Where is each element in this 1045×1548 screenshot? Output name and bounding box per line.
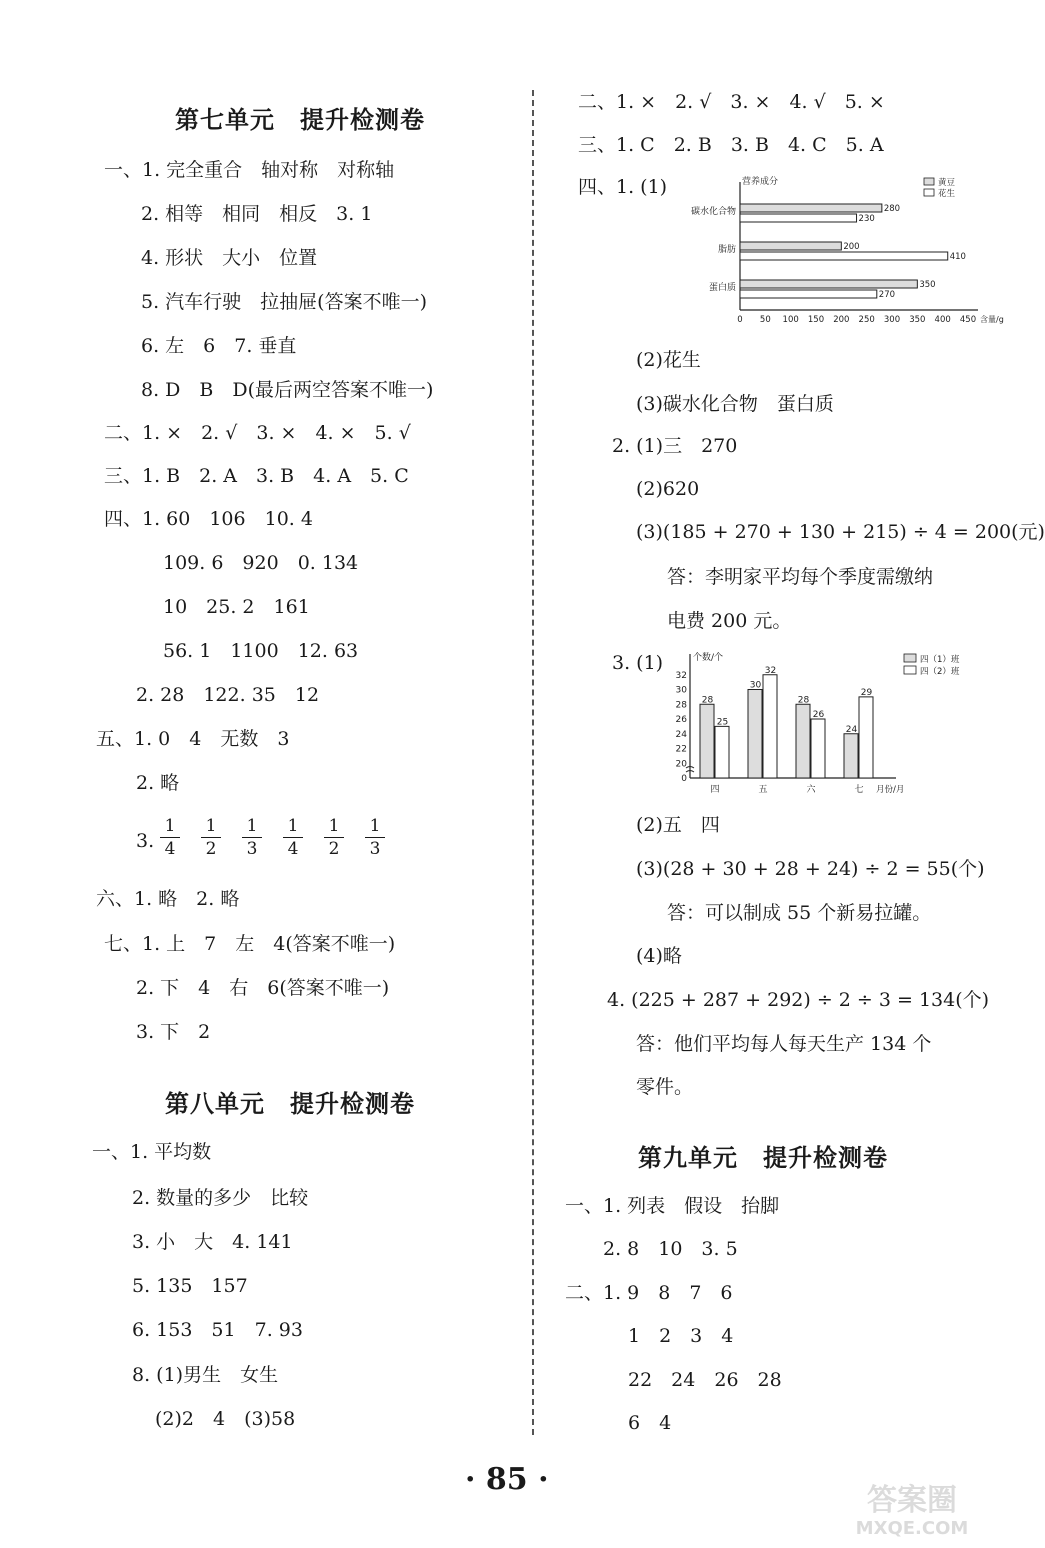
fraction-numerator: 1	[201, 818, 221, 838]
y-tick-label: 28	[675, 700, 687, 711]
fraction-denominator: 4	[164, 839, 176, 859]
bar	[740, 204, 882, 212]
answer-line: 二、1. × 2. √ 3. × 4. √ 5. ×	[578, 91, 885, 113]
y-tick-label: 32	[675, 670, 687, 681]
legend-label: 四（2）班	[920, 667, 960, 677]
answer-line: 109. 6 920 0. 134	[163, 552, 359, 574]
fraction-numerator: 1	[242, 818, 262, 838]
fraction-denominator: 3	[369, 839, 381, 859]
answer-line: 2. 相等 相同 相反 3. 1	[141, 203, 373, 225]
answer-line: 答：他们平均每人每天生产 134 个	[636, 1033, 932, 1055]
bar	[763, 675, 777, 778]
answer-line: 2. 8 10 3. 5	[603, 1238, 738, 1260]
x-tick-label: 50	[759, 315, 771, 325]
data-label: 410	[949, 252, 966, 262]
answer-line: 3. 下 2	[136, 1021, 211, 1043]
answer-line: 56. 1 1100 12. 63	[163, 640, 359, 662]
answer-line: (2)2 4 (3)58	[155, 1408, 296, 1430]
answer-line: (3)(28 + 30 + 28 + 24) ÷ 2 = 55(个)	[636, 858, 985, 880]
watermark-logo	[832, 1478, 992, 1540]
x-tick-label: 300	[883, 315, 901, 325]
y-axis-label: 营养成分	[742, 177, 779, 187]
x-tick-label: 200	[833, 315, 850, 325]
answer-line: 8. D B D(最后两空答案不唯一)	[141, 379, 434, 401]
legend-label: 四（1）班	[920, 655, 960, 665]
answer-line: 2. (1)三 270	[612, 435, 738, 457]
fraction-numerator: 1	[160, 818, 180, 838]
data-label: 32	[764, 665, 777, 676]
answer-line: (3)(185 + 270 + 130 + 215) ÷ 4 = 200(元)	[636, 521, 1045, 543]
x-axis-label: 月份/月	[876, 785, 905, 795]
data-label: 28	[701, 695, 714, 706]
data-label: 270	[878, 290, 896, 300]
fraction-denominator: 2	[328, 839, 340, 859]
category-label: 碳水化合物	[690, 207, 736, 217]
answer-line: 六、1. 略 2. 略	[96, 888, 240, 910]
data-label: 28	[797, 695, 810, 706]
answer-line: (2)620	[636, 478, 700, 500]
unit8-title: 第八单元 提升检测卷	[165, 1090, 415, 1118]
cans-bar-chart	[668, 646, 990, 798]
bar	[715, 726, 729, 778]
y-tick-label: 22	[675, 744, 687, 755]
fraction	[160, 818, 180, 858]
answer-line: 6. 153 51 7. 93	[132, 1319, 303, 1341]
answer-line: 10 25. 2 161	[163, 596, 310, 618]
answer-line: 5. 135 157	[132, 1275, 248, 1297]
data-label: 26	[812, 710, 825, 720]
answer-line: 3. 小 大 4. 141	[132, 1231, 293, 1253]
fraction-denominator: 2	[205, 839, 217, 859]
legend-swatch	[904, 654, 916, 662]
answer-line: 1 2 3 4	[628, 1325, 734, 1347]
answer-line: 四、1. (1)	[578, 176, 668, 198]
y-tick-label: 20	[675, 759, 687, 770]
bar	[844, 734, 858, 778]
answer-line: 4. (225 + 287 + 292) ÷ 2 ÷ 3 = 134(个)	[607, 989, 990, 1011]
fraction	[201, 818, 221, 858]
x-tick-label: 0	[737, 315, 743, 325]
bar	[740, 280, 917, 288]
watermark-top: 答案圈	[867, 1483, 957, 1518]
unit9-title: 第九单元 提升检测卷	[638, 1144, 888, 1172]
legend-swatch	[904, 666, 916, 674]
unit7-title: 第七单元 提升检测卷	[175, 106, 425, 134]
bar	[740, 252, 948, 260]
answer-line: 2. 下 4 右 6(答案不唯一)	[136, 977, 390, 999]
answer-line: 二、1. 9 8 7 6	[565, 1282, 733, 1304]
column-divider	[532, 90, 534, 1435]
fraction	[324, 818, 344, 858]
answer-line: 4. 形状 大小 位置	[141, 247, 318, 269]
answer-line: 三、1. C 2. B 3. B 4. C 5. A	[578, 134, 884, 156]
data-label: 29	[860, 687, 873, 698]
data-label: 200	[843, 242, 860, 252]
answer-line: (3)碳水化合物 蛋白质	[636, 393, 834, 415]
answer-line: 6. 左 6 7. 垂直	[141, 335, 297, 357]
category-label: 六	[806, 785, 816, 795]
answer-line: 电费 200 元。	[667, 610, 792, 632]
answer-line: 一、1. 完全重合 轴对称 对称轴	[104, 159, 395, 181]
data-label: 350	[919, 280, 936, 290]
legend-swatch	[924, 178, 934, 185]
answer-line: 二、1. × 2. √ 3. × 4. × 5. √	[104, 422, 411, 444]
answer-line: 3.	[136, 830, 155, 852]
bar	[740, 214, 857, 222]
answer-line: 2. 略	[136, 772, 180, 794]
y-axis-label: 个数/个	[693, 653, 724, 663]
answer-line: 22 24 26 28	[628, 1369, 782, 1391]
y-tick-label: 0	[681, 774, 687, 784]
answer-line: (2)花生	[636, 349, 701, 371]
answer-line: 五、1. 0 4 无数 3	[96, 728, 290, 750]
data-label: 280	[883, 204, 901, 214]
data-label: 30	[749, 680, 762, 691]
bar	[700, 704, 714, 778]
x-tick-label: 150	[807, 315, 825, 325]
fraction	[365, 818, 385, 858]
fraction	[242, 818, 262, 858]
category-label: 七	[854, 785, 864, 795]
y-tick-label: 24	[675, 729, 687, 740]
fraction-denominator: 3	[246, 839, 258, 859]
legend-label: 花生	[938, 189, 956, 199]
category-label: 脂肪	[717, 245, 736, 255]
answer-line: 5. 汽车行驶 拉抽屉(答案不唯一)	[141, 291, 427, 313]
x-tick-label: 450	[959, 315, 977, 325]
answer-line: 8. (1)男生 女生	[132, 1364, 279, 1386]
answer-line: 答：可以制成 55 个新易拉罐。	[667, 902, 932, 924]
x-axis-label: 含量/g	[980, 315, 1004, 324]
answer-line: 一、1. 列表 假设 抬脚	[565, 1195, 780, 1217]
x-tick-label: 250	[858, 315, 875, 325]
answer-line: (2)五 四	[636, 814, 720, 836]
bar	[859, 697, 873, 778]
answer-line: (4)略	[636, 945, 682, 967]
data-label: 230	[858, 214, 875, 224]
answer-line: 一、1. 平均数	[92, 1141, 212, 1163]
answer-line: 三、1. B 2. A 3. B 4. A 5. C	[104, 465, 409, 487]
legend-swatch	[924, 189, 934, 196]
answer-line: 七、1. 上 7 左 4(答案不唯一)	[104, 933, 396, 955]
page-number: · 85 ·	[465, 1462, 549, 1497]
bar	[740, 242, 841, 250]
answer-line: 零件。	[636, 1076, 694, 1098]
answer-line: 3. (1)	[612, 652, 664, 674]
fraction-numerator: 1	[283, 818, 303, 838]
fraction-numerator: 1	[324, 818, 344, 838]
nutrition-bar-chart	[672, 172, 1004, 332]
answer-line: 2. 28 122. 35 12	[136, 684, 320, 706]
category-label: 四	[710, 785, 720, 795]
fraction-numerator: 1	[365, 818, 385, 838]
answer-line: 答：李明家平均每个季度需缴纳	[667, 566, 934, 588]
answer-line: 2. 数量的多少 比较	[132, 1187, 309, 1209]
data-label: 24	[845, 724, 858, 735]
category-label: 蛋白质	[708, 283, 736, 293]
fraction	[283, 818, 303, 858]
bar	[796, 704, 810, 778]
y-tick-label: 26	[675, 715, 687, 725]
bar	[748, 690, 762, 779]
y-tick-label: 30	[675, 685, 687, 696]
fraction-denominator: 4	[287, 839, 299, 859]
bar	[811, 719, 825, 778]
x-tick-label: 350	[909, 315, 926, 325]
x-tick-label: 400	[934, 315, 951, 325]
answer-line: 6 4	[628, 1412, 672, 1434]
answer-line: 四、1. 60 106 10. 4	[104, 508, 313, 530]
watermark-bottom: MXQE.COM	[855, 1518, 969, 1539]
data-label: 25	[716, 717, 729, 728]
x-tick-label: 100	[782, 315, 799, 325]
category-label: 五	[758, 785, 768, 795]
legend-label: 黄豆	[938, 178, 956, 188]
bar	[740, 290, 877, 298]
